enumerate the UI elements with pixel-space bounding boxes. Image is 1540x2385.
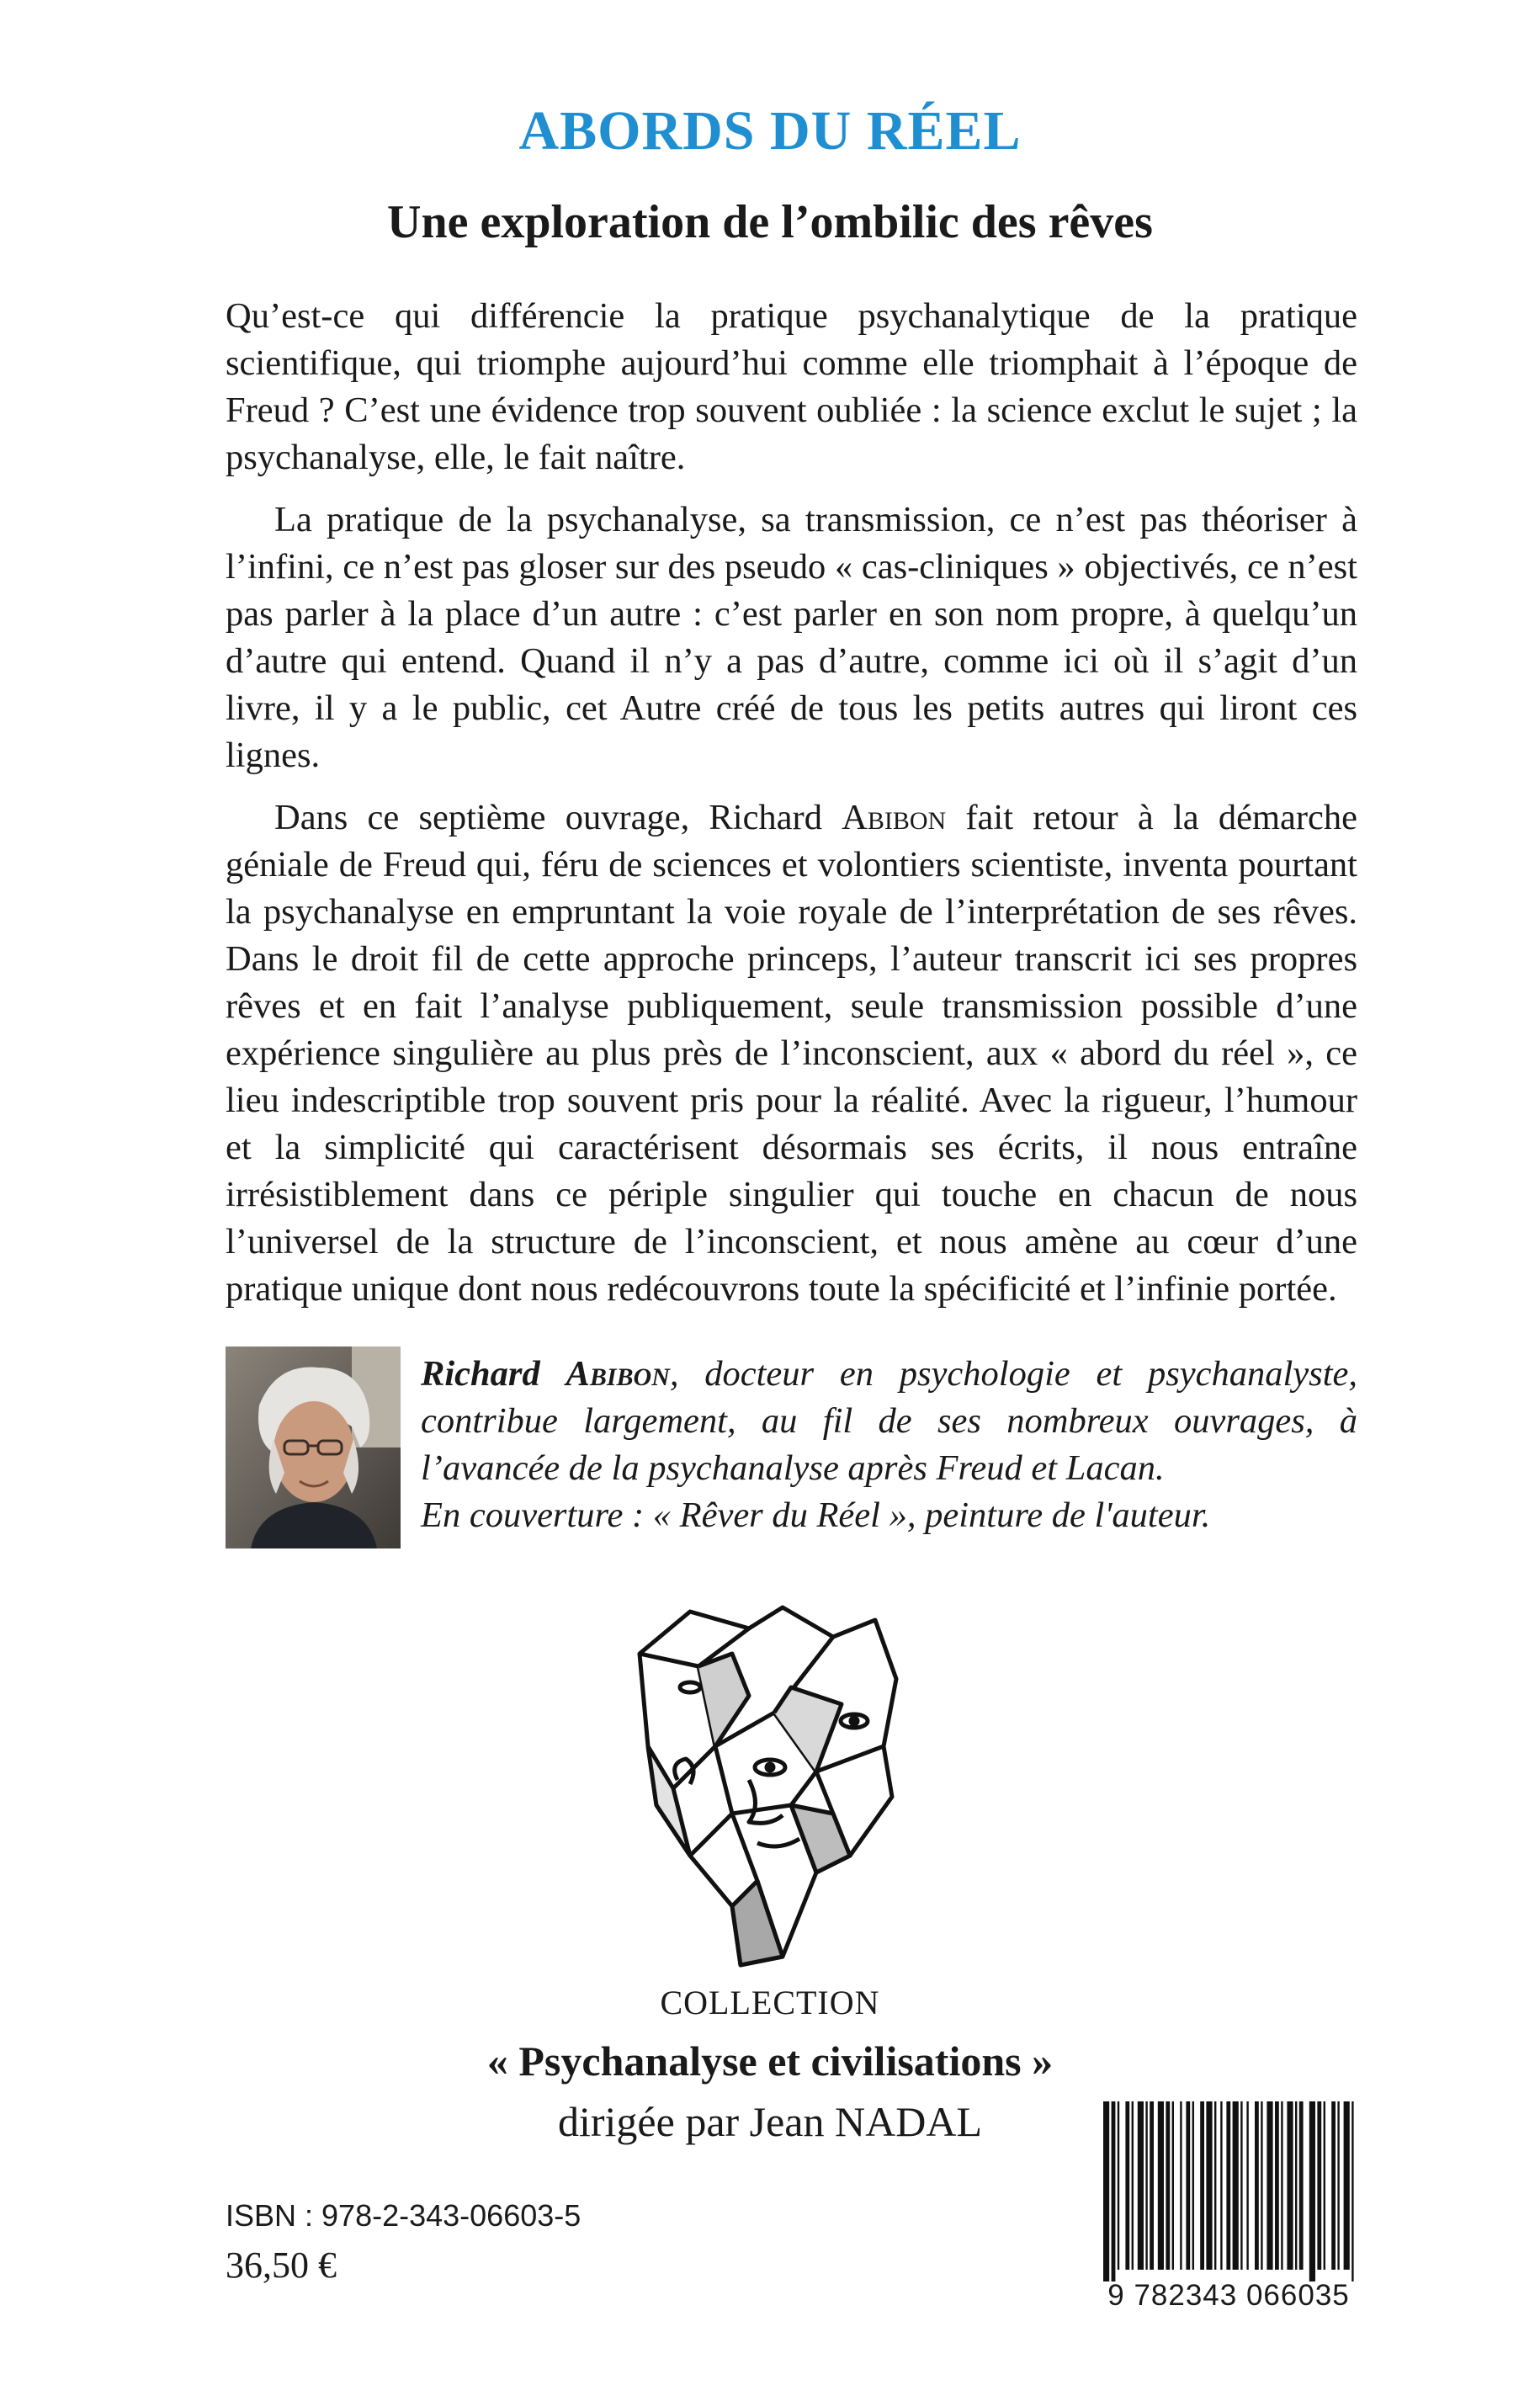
barcode-bar [1246, 2101, 1248, 2270]
barcode-bar [1118, 2101, 1119, 2270]
bio-last-name: Abibon [566, 1354, 670, 1394]
paragraph-3 [226, 794, 1357, 1313]
cover-credit: En couverture : « Rêver du Réel », peinture de l'auteur. [421, 1495, 1211, 1535]
barcode-bar [1166, 2101, 1170, 2270]
barcode-bar [1220, 2101, 1222, 2270]
paragraph-2: La pratique de la psychanalyse, sa transmission, ce n’est pas théoriser à l’infini, ce n’est pas gloser sur des pseudo « cas-cliniques » objectivés, ce n’est pas parler à la place d’un autre : c’est parler en son nom propre, à quelqu’un d’autre qui entend. Quand il n’y a pas d’autre, comme ici où il s’agit d’un livre, il y a le public, cet Autre créé de tous les petits autres qui liront ces lignes. [226, 500, 1357, 775]
isbn: ISBN : 978-2-343-06603-5 [226, 2198, 581, 2233]
author-bio [421, 1351, 1357, 1539]
barcode-bar [1267, 2101, 1272, 2270]
barcode-bar [1240, 2101, 1242, 2270]
barcode-bar [1299, 2101, 1304, 2270]
barcode-bar [1112, 2101, 1116, 2281]
barcode-bar [1281, 2101, 1282, 2270]
book-subtitle: Une exploration de l’ombilic des rêves [387, 196, 1153, 248]
barcode-bar [1158, 2101, 1164, 2270]
barcode-bar [1261, 2101, 1262, 2270]
book-title: ABORDS DU RÉEL [518, 100, 1022, 162]
barcode-bar [1186, 2101, 1190, 2270]
barcode-bar [1309, 2101, 1315, 2281]
barcode-bar [1344, 2101, 1350, 2270]
barcode-bar [1125, 2101, 1129, 2270]
barcode-bar [1206, 2101, 1212, 2270]
price: 36,50 € [226, 2244, 337, 2286]
barcode-bar [1226, 2101, 1230, 2270]
barcode-bar [1132, 2101, 1134, 2270]
paragraph-3-start: Dans ce septième ouvrage, Richard [274, 798, 842, 837]
barcode-bar [1287, 2101, 1293, 2270]
bio-first-name: Richard [421, 1354, 540, 1394]
barcode-bar [1103, 2101, 1109, 2281]
collection-logo [623, 1603, 909, 1973]
bio-description: , docteur en psychologie et psychanalyste, contribue largement, au fil de ses nombreux ouvrages, à l’avancée de la psychanalyse après Freud et Lacan. [421, 1354, 1357, 1488]
barcode-bar [1138, 2101, 1144, 2270]
barcode-bar [1331, 2101, 1336, 2270]
barcode [1098, 2101, 1359, 2287]
barcode-bar [1337, 2101, 1339, 2270]
barcode-bar [1145, 2101, 1147, 2270]
barcode-bar [1275, 2101, 1279, 2270]
paragraph-1: Qu’est-ce qui différencie la pratique psychanalytique de la pratique scientifique, qui triomphe aujourd’hui comme elle triomphait à l’époque de Freud ? C’est une évidence trop souvent oubliée : la science exclut le sujet ; la psychanalyse, elle, le fait naître. [226, 296, 1357, 477]
barcode-bar [1150, 2101, 1154, 2270]
barcode-bar [1324, 2101, 1325, 2270]
author-photo [226, 1347, 401, 1548]
barcode-bar [1351, 2101, 1353, 2281]
barcode-bar [1255, 2101, 1259, 2270]
collection-name: « Psychanalyse et civilisations » [486, 2037, 1054, 2085]
barcode-bar [1180, 2101, 1182, 2270]
barcode-digits: 9 782343 066035 [1107, 2279, 1350, 2312]
barcode-bar [1233, 2101, 1239, 2270]
barcode-bar [1214, 2101, 1216, 2270]
collection-label: COLLECTION [660, 1984, 880, 2021]
barcode-bar [1200, 2101, 1204, 2270]
barcode-bar [1192, 2101, 1194, 2270]
barcode-bar [1317, 2101, 1321, 2270]
collection-director: dirigée par Jean NADAL [558, 2098, 982, 2145]
back-cover-text [226, 293, 1357, 1328]
barcode-bar [1172, 2101, 1174, 2270]
barcode-bar [1295, 2101, 1297, 2270]
paragraph-3-rest: fait retour à la démarche géniale de Freud qui, féru de sciences et volontiers scientiste, inventa pourtant la psychanalyse en empruntant la voie royale de l’interprétation de ses rêves. Dans le droit fil de cette approche princeps, l’auteur transcrit ici ses propres rêves et en fait l’analyse publiquement, seule transmission possible d’une expérience singulière au plus près de l’inconscient, aux « abord du réel », ce lieu indescriptible trop souvent pris pour la réalité. Avec la rigueur, l’humour et la simplicité qui caractérisent désormais ses écrits, il nous entraîne irrésistiblement dans ce périple singulier qui touche en chacun de nous l’universel de la structure de l’inconscient, et nous amène au cœur d’une pratique unique dont nous redécouvrons toute la spécificité et l’infinie portée. [226, 798, 1357, 1309]
bio-text [421, 1351, 1357, 1492]
author-surname: Abibon [842, 798, 947, 837]
